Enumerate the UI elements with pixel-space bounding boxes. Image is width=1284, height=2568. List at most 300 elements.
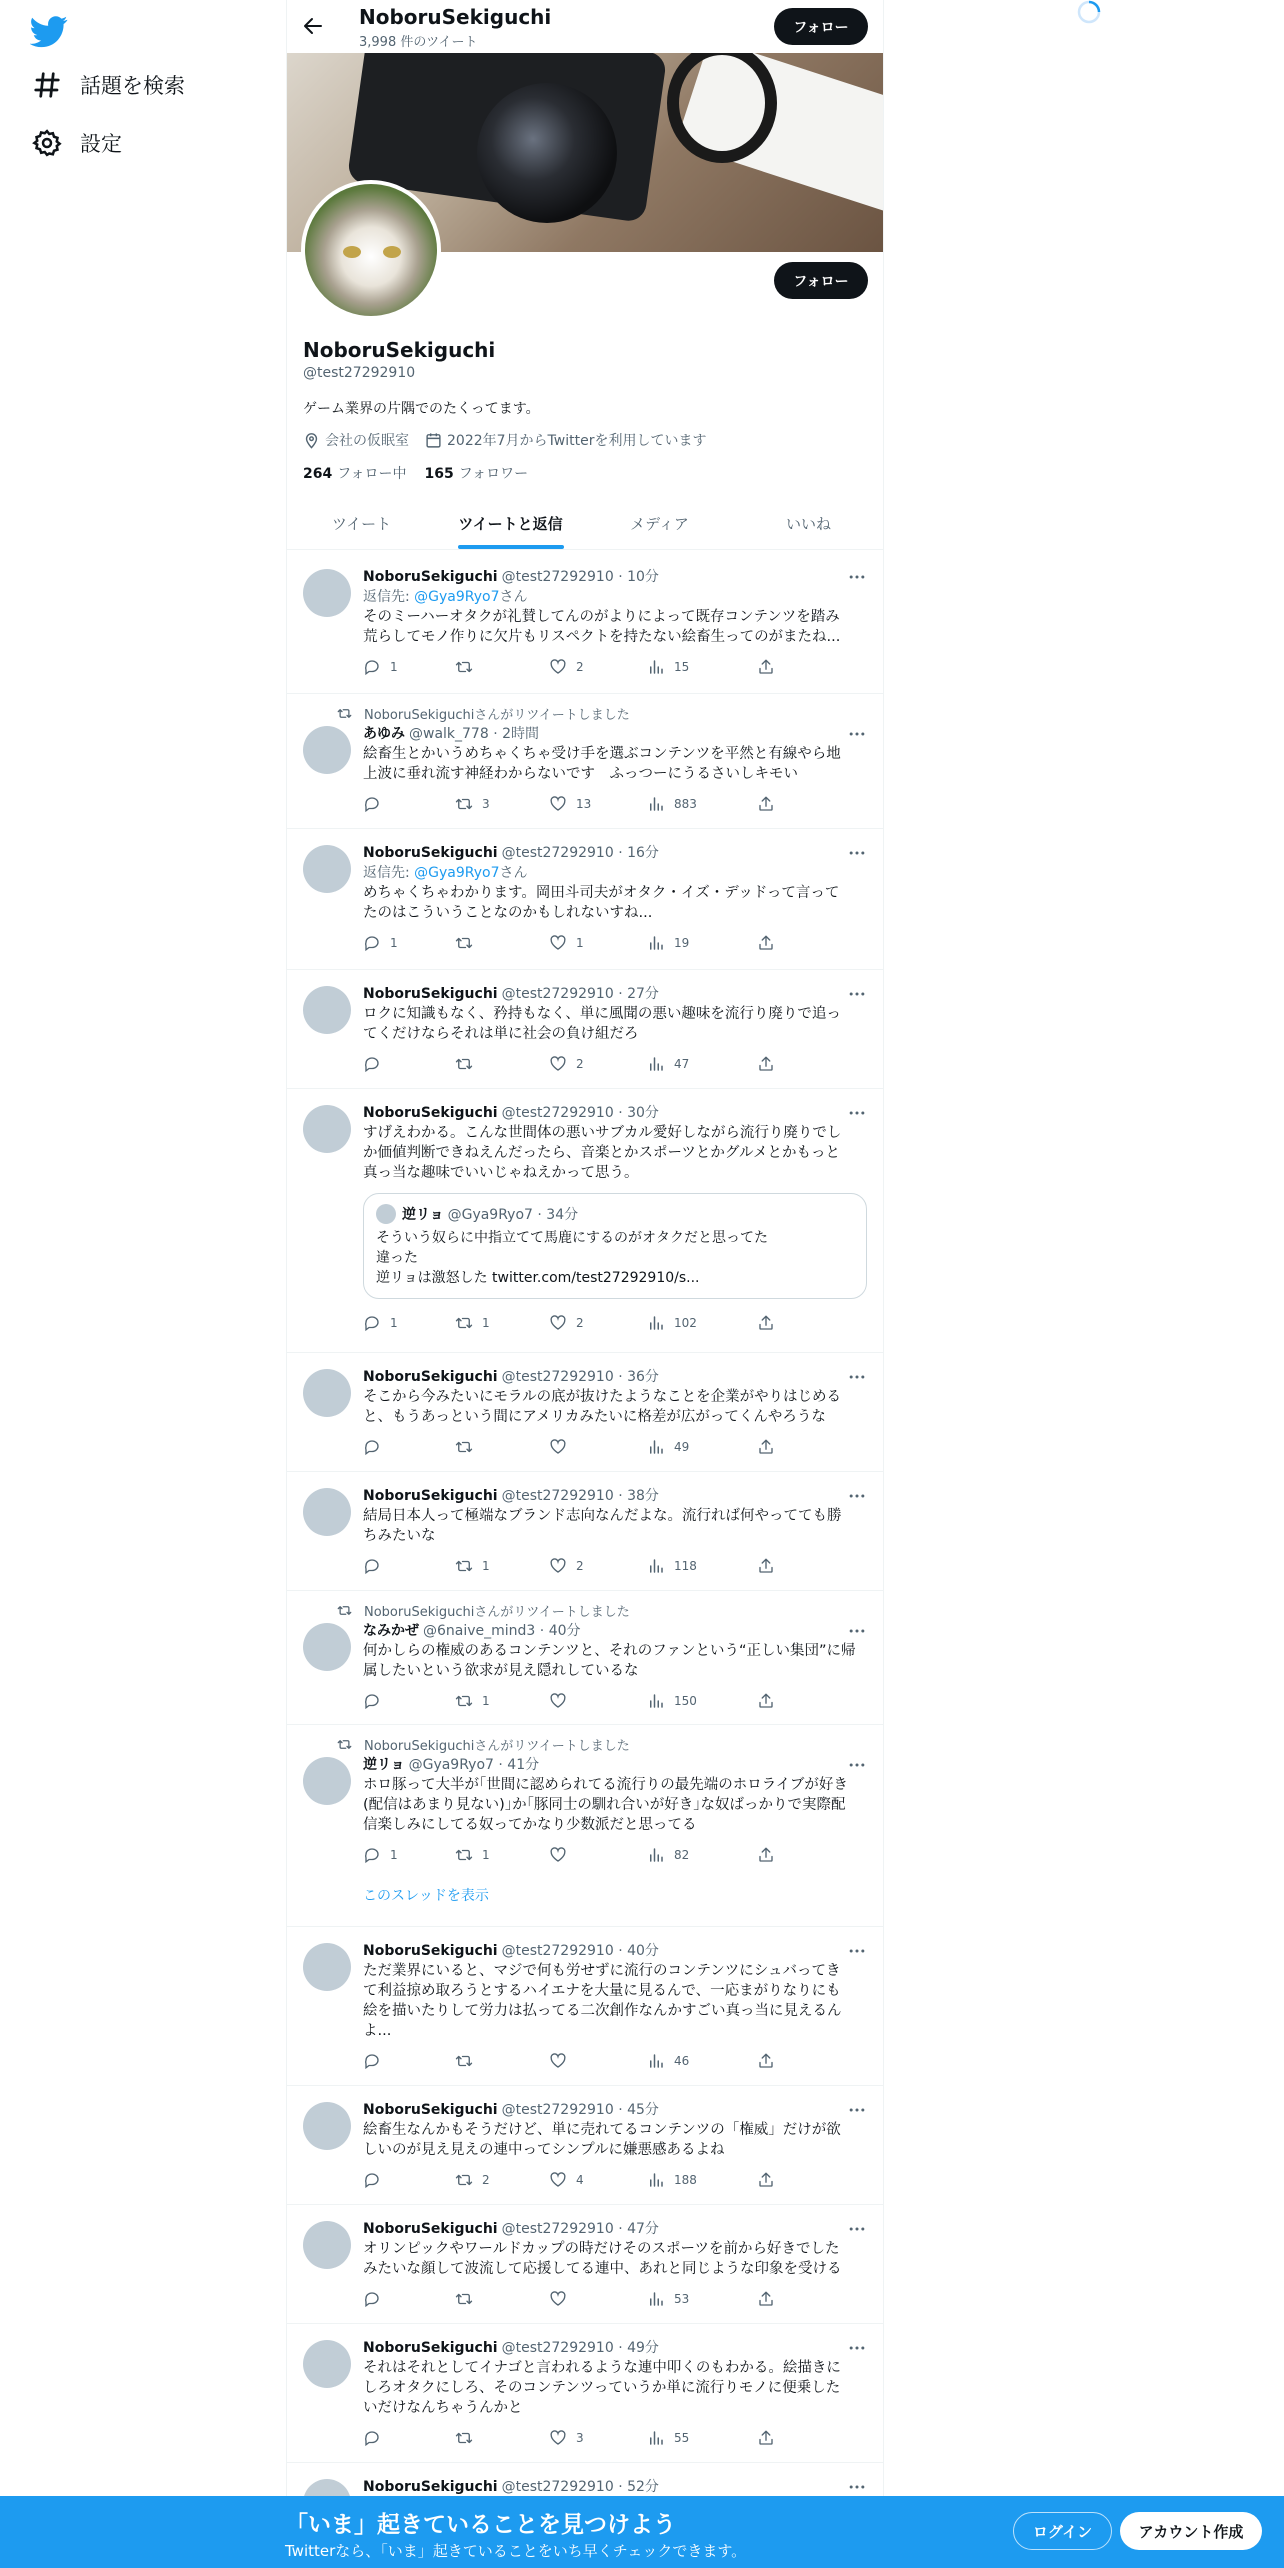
share-button[interactable] bbox=[757, 1054, 787, 1074]
share-icon bbox=[757, 1557, 784, 1575]
like-button[interactable] bbox=[549, 1313, 647, 1333]
retweet-button[interactable] bbox=[455, 1556, 549, 1576]
quoted-tweet-header bbox=[376, 1204, 854, 1224]
reply-button[interactable] bbox=[363, 1691, 455, 1711]
tweet-actions bbox=[363, 1556, 793, 1576]
like-count: 2 bbox=[576, 1057, 584, 1071]
tweet-actions bbox=[363, 1054, 793, 1074]
like-button[interactable] bbox=[549, 1054, 647, 1074]
retweet-button[interactable] bbox=[455, 2289, 549, 2309]
tweet[interactable] bbox=[287, 1591, 883, 1725]
tweet-text bbox=[363, 1961, 867, 2041]
tweet-body bbox=[363, 724, 867, 784]
retweet-button[interactable] bbox=[455, 2428, 549, 2448]
reply-to-prefix: 返信先: bbox=[363, 865, 415, 881]
tweet-header bbox=[363, 1367, 867, 1387]
tweet-text-line: 上波に垂れ流す神経わからないです ふっつーにうるさいしキモい bbox=[363, 766, 798, 782]
tab-media[interactable]: メディア bbox=[630, 514, 689, 533]
tweet[interactable] bbox=[287, 553, 883, 694]
views-button[interactable] bbox=[647, 2289, 757, 2309]
reply-count: 1 bbox=[390, 1848, 398, 1862]
tweet-text-line: ロクに知識もなく、矜持もなく、単に風聞の悪い趣味を流行り廃りで追っ bbox=[363, 1006, 841, 1022]
views-count: 46 bbox=[674, 2054, 690, 2068]
followers-link[interactable] bbox=[425, 463, 529, 483]
share-button[interactable] bbox=[757, 2051, 787, 2071]
retweet-button[interactable] bbox=[455, 1691, 549, 1711]
tweet-author-meta: @test27292910 · 40分 bbox=[501, 1943, 659, 1959]
tweet-text-line: て利益掠め取ろうとするハイエナを大量に見るんで、一応まがりなりにも bbox=[363, 1983, 841, 1999]
calendar-icon bbox=[425, 432, 442, 449]
retweet-button[interactable] bbox=[455, 933, 549, 953]
tweet-text-line: (配信はあまり見ない)｣か｢豚同士の馴れ合いが好き｣な奴ばっかりで実際配 bbox=[363, 1797, 846, 1813]
like-count: 1 bbox=[576, 936, 584, 950]
retweet-icon bbox=[455, 1557, 482, 1575]
views-icon bbox=[647, 2052, 674, 2070]
reply-button[interactable] bbox=[363, 1556, 455, 1576]
reply-icon bbox=[363, 1438, 390, 1456]
profile-tabs bbox=[287, 497, 883, 550]
tweet-actions bbox=[363, 1845, 793, 1865]
share-button[interactable] bbox=[757, 2289, 787, 2309]
tweet-text-line: 何かしらの権威のあるコンテンツと、それのファンという“正しい集団”に帰 bbox=[363, 1643, 856, 1659]
reply-icon bbox=[363, 2429, 390, 2447]
tweet-body bbox=[363, 984, 867, 1044]
like-icon bbox=[549, 1692, 576, 1710]
retweet-count: 1 bbox=[482, 1559, 490, 1573]
views-count: 19 bbox=[674, 936, 690, 950]
tweet-text bbox=[363, 1387, 867, 1427]
retweet-button[interactable] bbox=[455, 1054, 549, 1074]
share-button[interactable] bbox=[757, 2428, 787, 2448]
views-icon bbox=[647, 1557, 674, 1575]
login-button[interactable]: ログイン bbox=[1013, 2512, 1112, 2550]
tweet-text bbox=[363, 1641, 867, 1681]
tweet-text-line: と、もうあっという間にアメリカみたいに格差が広がってくんやろうな bbox=[363, 1409, 826, 1425]
nav-explore[interactable] bbox=[32, 70, 185, 100]
views-button[interactable] bbox=[647, 2051, 757, 2071]
tweet-text-line: 真っ当な趣味でいいじゃねえかって思う。 bbox=[363, 1165, 639, 1181]
retweeted-by-text: NoboruSekiguchiさんがリツイートしました bbox=[364, 1605, 630, 1620]
tweet[interactable] bbox=[287, 1927, 883, 2086]
follow-button-header[interactable]: フォロー bbox=[774, 8, 868, 45]
reply-button[interactable] bbox=[363, 933, 455, 953]
signup-button[interactable]: アカウント作成 bbox=[1120, 2512, 1262, 2550]
reply-button[interactable] bbox=[363, 2428, 455, 2448]
retweet-button[interactable] bbox=[455, 1845, 549, 1865]
tweet-author-name[interactable]: NoboruSekiguchi bbox=[363, 1105, 498, 1121]
retweet-icon bbox=[455, 1314, 482, 1332]
quoted-author-name: 逆リョ bbox=[402, 1207, 444, 1223]
header-profile-name: NoboruSekiguchi bbox=[359, 5, 552, 29]
tweet-text-line: ただ業界にいると、マジで何も労せずに流行のコンテンツにシュバってき bbox=[363, 1963, 841, 1979]
like-icon bbox=[549, 2052, 576, 2070]
share-icon bbox=[757, 1692, 784, 1710]
tweet[interactable] bbox=[287, 694, 883, 829]
avatar[interactable] bbox=[303, 986, 351, 1034]
profile-meta bbox=[303, 430, 706, 450]
reply-to-line bbox=[363, 863, 867, 883]
tweet-text-line: そのミーハーオタクが礼賛してんのがよりによって既存コンテンツを踏み bbox=[363, 609, 840, 625]
retweet-icon bbox=[455, 795, 482, 813]
tweet-body bbox=[363, 1103, 867, 1183]
like-button[interactable] bbox=[549, 2428, 647, 2448]
tweet-text-line: 荒らしてモノ作りに欠片もリスペクトを持たない絵畜生ってのがまたね... bbox=[363, 629, 841, 645]
tweet-text-line: 結局日本人って極端なブランド志向なんだよな。流行れば何やってても勝 bbox=[363, 1508, 842, 1524]
avatar[interactable] bbox=[303, 1488, 351, 1536]
tweet-text-line: ホロ豚って大半が｢世間に認められてる流行りの最先端のホロライブが好き bbox=[363, 1777, 848, 1793]
tweet-body bbox=[363, 2100, 867, 2160]
retweeted-by-line bbox=[337, 704, 630, 723]
reply-button[interactable] bbox=[363, 1845, 455, 1865]
tweet-text bbox=[363, 1506, 867, 1546]
tweet-author-name[interactable]: 逆リョ bbox=[363, 1757, 405, 1773]
avatar[interactable] bbox=[303, 2221, 351, 2269]
retweet-icon bbox=[455, 2290, 482, 2308]
tweet-text-line: か価値判断できねえんだったら、音楽とかスポーツとかグルメとかもっと bbox=[363, 1145, 841, 1161]
views-button[interactable] bbox=[647, 794, 757, 814]
tweet-author-name[interactable]: なみかぜ bbox=[363, 1623, 419, 1639]
reply-count: 1 bbox=[390, 1316, 398, 1330]
tweet-header bbox=[363, 2219, 867, 2239]
share-icon bbox=[757, 795, 784, 813]
avatar[interactable] bbox=[303, 1623, 351, 1671]
tweet-text-line: めちゃくちゃわかります。岡田斗司夫がオタク・イズ・デッドって言って bbox=[363, 885, 840, 901]
avatar[interactable] bbox=[303, 726, 351, 774]
views-button[interactable] bbox=[647, 1437, 757, 1457]
views-icon bbox=[647, 2429, 674, 2447]
nav-settings-label: 設定 bbox=[80, 132, 122, 156]
tweet-author-name[interactable]: NoboruSekiguchi bbox=[363, 569, 498, 585]
like-count: 2 bbox=[576, 1559, 584, 1573]
tweet-text bbox=[363, 1123, 867, 1183]
back-arrow-icon[interactable] bbox=[301, 14, 325, 38]
tweet-author-meta: @test27292910 · 10分 bbox=[501, 569, 659, 585]
views-count: 102 bbox=[674, 1316, 697, 1330]
views-button[interactable] bbox=[647, 1556, 757, 1576]
views-count: 150 bbox=[674, 1694, 697, 1708]
like-icon bbox=[549, 1314, 576, 1332]
like-button[interactable] bbox=[549, 2289, 647, 2309]
retweeted-by-text: NoboruSekiguchiさんがリツイートしました bbox=[364, 1739, 630, 1754]
tweet-text-line: てくだけならそれは単に社会の負け組だろ bbox=[363, 1026, 639, 1042]
share-icon bbox=[757, 1314, 784, 1332]
share-button[interactable] bbox=[757, 657, 787, 677]
reply-to-suffix: さん bbox=[499, 589, 528, 605]
tweet-actions bbox=[363, 933, 793, 953]
nav-explore-label: 話題を検索 bbox=[80, 74, 185, 98]
reply-icon bbox=[363, 1692, 390, 1710]
reply-icon bbox=[363, 1055, 390, 1073]
reply-button[interactable] bbox=[363, 2051, 455, 2071]
followers-label: フォロワー bbox=[458, 466, 529, 482]
avatar[interactable] bbox=[303, 1369, 351, 1417]
signup-prompt-title: 「いま」起きていることを見つけよう bbox=[285, 2512, 676, 2538]
tweet-body bbox=[363, 1941, 867, 2041]
tweet-header bbox=[363, 843, 867, 863]
retweet-button[interactable] bbox=[455, 794, 549, 814]
tweet-author-meta: @test27292910 · 49分 bbox=[501, 2340, 659, 2356]
like-button[interactable] bbox=[549, 794, 647, 814]
tweet-text-line: 信楽しみにしてる奴ってかなり少数派だと思ってる bbox=[363, 1817, 697, 1833]
retweet-icon bbox=[455, 1055, 482, 1073]
tweet-header bbox=[363, 2100, 867, 2120]
reply-to-suffix: さん bbox=[499, 865, 528, 881]
location-pin-icon bbox=[303, 432, 320, 449]
retweet-count: 1 bbox=[482, 1848, 490, 1862]
reply-to-mention[interactable]: @Gya9Ryo7 bbox=[414, 865, 500, 881]
tweet-text-line: それはそれとしてイナゴと言われるような連中叩くのもわかる。絵描きに bbox=[363, 2360, 841, 2376]
header-tweet-count: 3,998 件のツイート bbox=[359, 35, 478, 50]
quoted-tweet[interactable] bbox=[363, 1193, 867, 1299]
tweet-header bbox=[363, 1941, 867, 1961]
tweet-body bbox=[363, 1755, 867, 1835]
follow-button[interactable]: フォロー bbox=[774, 262, 868, 299]
tweet-header bbox=[363, 2477, 867, 2497]
tweet[interactable] bbox=[287, 970, 883, 1089]
share-button[interactable] bbox=[757, 2170, 787, 2190]
tweet-author-name[interactable]: あゆみ bbox=[363, 726, 405, 742]
reply-icon bbox=[363, 934, 390, 952]
tweet-text-line: 絵畜生なんかもそうだけど、単に売れてるコンテンツの「権威」だけが欲 bbox=[363, 2122, 841, 2138]
tweet-author-name[interactable]: NoboruSekiguchi bbox=[363, 1369, 498, 1385]
reply-icon bbox=[363, 658, 390, 676]
following-link[interactable] bbox=[303, 463, 407, 483]
views-count: 118 bbox=[674, 1559, 697, 1573]
show-thread-link[interactable]: このスレッドを表示 bbox=[363, 1888, 489, 1904]
share-icon bbox=[757, 2052, 784, 2070]
views-count: 883 bbox=[674, 797, 697, 811]
retweet-small-icon bbox=[337, 1603, 352, 1618]
signup-prompt-bar bbox=[0, 2496, 1284, 2568]
views-button[interactable] bbox=[647, 657, 757, 677]
reply-count: 1 bbox=[390, 660, 398, 674]
retweet-button[interactable] bbox=[455, 2170, 549, 2190]
like-icon bbox=[549, 2429, 576, 2447]
reply-button[interactable] bbox=[363, 1054, 455, 1074]
like-count: 2 bbox=[576, 660, 584, 674]
quoted-avatar bbox=[376, 1204, 396, 1224]
tweet-author-meta: @test27292910 · 36分 bbox=[501, 1369, 659, 1385]
views-icon bbox=[647, 2171, 674, 2189]
share-button[interactable] bbox=[757, 1313, 787, 1333]
tweet-body bbox=[363, 1486, 867, 1546]
share-icon bbox=[757, 1055, 784, 1073]
views-button[interactable] bbox=[647, 1845, 757, 1865]
like-button[interactable] bbox=[549, 1845, 647, 1865]
tweet-text-line: しろオタクにしろ、そのコンテンツっていうか単に流行りモノに便乗した bbox=[363, 2380, 841, 2396]
reply-button[interactable] bbox=[363, 2170, 455, 2190]
tweet-actions bbox=[363, 2170, 793, 2190]
avatar[interactable] bbox=[303, 2340, 351, 2388]
like-icon bbox=[549, 1055, 576, 1073]
like-button[interactable] bbox=[549, 1556, 647, 1576]
retweeted-by-text: NoboruSekiguchiさんがリツイートしました bbox=[364, 708, 630, 723]
reply-to-mention[interactable]: @Gya9Ryo7 bbox=[414, 589, 500, 605]
tweet-header bbox=[363, 724, 867, 744]
reply-count: 1 bbox=[390, 936, 398, 950]
tweet[interactable] bbox=[287, 1472, 883, 1591]
tweet-author-name[interactable]: NoboruSekiguchi bbox=[363, 2221, 498, 2237]
tweet-text bbox=[363, 1004, 867, 1044]
reply-button[interactable] bbox=[363, 2289, 455, 2309]
reply-icon bbox=[363, 1846, 390, 1864]
tweet-text bbox=[363, 1775, 867, 1835]
tweet-author-name[interactable]: NoboruSekiguchi bbox=[363, 2102, 498, 2118]
like-button[interactable] bbox=[549, 2051, 647, 2071]
tweet-actions bbox=[363, 2289, 793, 2309]
retweet-button[interactable] bbox=[455, 657, 549, 677]
like-button[interactable] bbox=[549, 2170, 647, 2190]
retweet-icon bbox=[455, 658, 482, 676]
views-button[interactable] bbox=[647, 2170, 757, 2190]
tweet-author-name[interactable]: NoboruSekiguchi bbox=[363, 845, 498, 861]
views-count: 55 bbox=[674, 2431, 690, 2445]
tweet-header bbox=[363, 1621, 867, 1641]
views-button[interactable] bbox=[647, 1691, 757, 1711]
like-button[interactable] bbox=[549, 933, 647, 953]
tweet-body bbox=[363, 1621, 867, 1681]
tweet-author-meta: @test27292910 · 30分 bbox=[501, 1105, 659, 1121]
tweet-body bbox=[363, 2477, 867, 2497]
share-icon bbox=[757, 2171, 784, 2189]
avatar[interactable] bbox=[303, 2102, 351, 2150]
tweet[interactable] bbox=[287, 1089, 883, 1353]
share-button[interactable] bbox=[757, 933, 787, 953]
like-count: 13 bbox=[576, 797, 592, 811]
like-count: 4 bbox=[576, 2173, 584, 2187]
tweet-text-line: みたいな顔して波流して応援してる連中、あれと同じような印象を受ける bbox=[363, 2261, 842, 2277]
share-icon bbox=[757, 658, 784, 676]
views-button[interactable] bbox=[647, 933, 757, 953]
like-button[interactable] bbox=[549, 657, 647, 677]
like-icon bbox=[549, 658, 576, 676]
retweet-icon bbox=[455, 934, 482, 952]
tweet[interactable] bbox=[287, 2324, 883, 2463]
tweet-author-meta: @test27292910 · 16分 bbox=[501, 845, 659, 861]
views-count: 15 bbox=[674, 660, 690, 674]
quoted-author-meta: @Gya9Ryo7 · 34分 bbox=[447, 1207, 579, 1223]
views-icon bbox=[647, 2290, 674, 2308]
tweet-actions bbox=[363, 2428, 793, 2448]
retweeted-by-line bbox=[337, 1601, 630, 1620]
tweet-author-meta: @Gya9Ryo7 · 41分 bbox=[408, 1757, 540, 1773]
retweet-count: 1 bbox=[482, 1316, 490, 1330]
like-count: 2 bbox=[576, 1316, 584, 1330]
like-icon bbox=[549, 2171, 576, 2189]
tweet-text bbox=[363, 2239, 867, 2279]
views-icon bbox=[647, 1055, 674, 1073]
reply-button[interactable] bbox=[363, 657, 455, 677]
reply-button[interactable] bbox=[363, 1313, 455, 1333]
tweet-header bbox=[363, 984, 867, 1004]
tweet-text bbox=[363, 607, 867, 647]
tweet-header bbox=[363, 1755, 867, 1775]
tweet-author-name[interactable]: NoboruSekiguchi bbox=[363, 986, 498, 1002]
avatar[interactable] bbox=[303, 1105, 351, 1153]
retweet-button[interactable] bbox=[455, 1313, 549, 1333]
avatar[interactable] bbox=[303, 845, 351, 893]
retweet-icon bbox=[455, 1438, 482, 1456]
tweet-body bbox=[363, 2338, 867, 2418]
tweet-text-line: 絵を描いたりして労力は払ってる二次創作なんかすごい真っ当に見えるん bbox=[363, 2003, 842, 2019]
quoted-text-line: 逆リョは激怒した twitter.com/test27292910/s... bbox=[376, 1270, 700, 1286]
tweet-text-line: すげえわかる。こんな世間体の悪いサブカル愛好しながら流行り廃りでし bbox=[363, 1125, 842, 1141]
views-count: 47 bbox=[674, 1057, 690, 1071]
tweet-author-meta: @test27292910 · 47分 bbox=[501, 2221, 659, 2237]
tab-likes[interactable]: いいね bbox=[785, 514, 831, 533]
nav-settings[interactable] bbox=[32, 128, 122, 158]
views-button[interactable] bbox=[647, 1054, 757, 1074]
tweet-author-name[interactable]: NoboruSekiguchi bbox=[363, 2340, 498, 2356]
like-icon bbox=[549, 1557, 576, 1575]
avatar[interactable] bbox=[303, 1757, 351, 1805]
reply-button[interactable] bbox=[363, 794, 455, 814]
like-button[interactable] bbox=[549, 1691, 647, 1711]
twitter-logo-icon[interactable] bbox=[30, 12, 68, 50]
tweet-text-line: そこから今みたいにモラルの底が抜けたようなことを企業がやりはじめる bbox=[363, 1389, 842, 1405]
share-button[interactable] bbox=[757, 1556, 787, 1576]
views-icon bbox=[647, 1438, 674, 1456]
retweet-count: 2 bbox=[482, 2173, 490, 2187]
retweet-icon bbox=[455, 1846, 482, 1864]
share-icon bbox=[757, 2290, 784, 2308]
views-button[interactable] bbox=[647, 2428, 757, 2448]
views-icon bbox=[647, 1846, 674, 1864]
share-button[interactable] bbox=[757, 1437, 787, 1457]
tweet[interactable] bbox=[287, 1725, 883, 1927]
profile-avatar[interactable] bbox=[301, 180, 441, 320]
retweet-button[interactable] bbox=[455, 2051, 549, 2071]
tab-tweets-and-replies[interactable]: ツイートと返信 bbox=[436, 497, 585, 549]
reply-button[interactable] bbox=[363, 1437, 455, 1457]
tweet-author-name[interactable]: NoboruSekiguchi bbox=[363, 1488, 498, 1504]
signup-prompt-subtitle: Twitterなら、「いま」起きていることをいち早くチェックできます。 bbox=[285, 2542, 747, 2560]
reply-icon bbox=[363, 2171, 390, 2189]
like-button[interactable] bbox=[549, 1437, 647, 1457]
tweet-author-name[interactable]: NoboruSekiguchi bbox=[363, 1943, 498, 1959]
tweet-body bbox=[363, 2219, 867, 2279]
tweet-author-name[interactable]: NoboruSekiguchi bbox=[363, 2479, 498, 2495]
tweet-text-line: たのはこういうことなのかもしれないすね... bbox=[363, 905, 653, 921]
views-button[interactable] bbox=[647, 1313, 757, 1333]
quoted-text-line: そういう奴らに中指立てて馬鹿にするのがオタクだと思ってた bbox=[376, 1230, 768, 1246]
share-icon bbox=[757, 934, 784, 952]
tweet-actions bbox=[363, 1437, 793, 1457]
share-icon bbox=[757, 1438, 784, 1456]
reply-icon bbox=[363, 795, 390, 813]
tweet-author-meta: @6naive_mind3 · 40分 bbox=[423, 1623, 581, 1639]
retweet-small-icon bbox=[337, 706, 352, 721]
tweet-body bbox=[363, 1367, 867, 1427]
avatar[interactable] bbox=[303, 1943, 351, 1991]
tweet[interactable] bbox=[287, 2086, 883, 2205]
retweet-button[interactable] bbox=[455, 1437, 549, 1457]
tweet[interactable] bbox=[287, 2205, 883, 2324]
avatar[interactable] bbox=[303, 569, 351, 617]
reply-icon bbox=[363, 2290, 390, 2308]
quoted-tweet-text bbox=[376, 1228, 854, 1288]
tab-tweets[interactable]: ツイート bbox=[331, 514, 392, 533]
tweet-author-meta: @test27292910 · 52分 bbox=[501, 2479, 659, 2495]
tweet-author-meta: @walk_778 · 2時間 bbox=[409, 726, 540, 742]
tweet[interactable] bbox=[287, 1353, 883, 1472]
views-icon bbox=[647, 658, 674, 676]
hashtag-icon bbox=[32, 70, 62, 100]
share-button[interactable] bbox=[757, 1845, 787, 1865]
share-button[interactable] bbox=[757, 794, 787, 814]
tweet[interactable] bbox=[287, 829, 883, 970]
share-button[interactable] bbox=[757, 1691, 787, 1711]
